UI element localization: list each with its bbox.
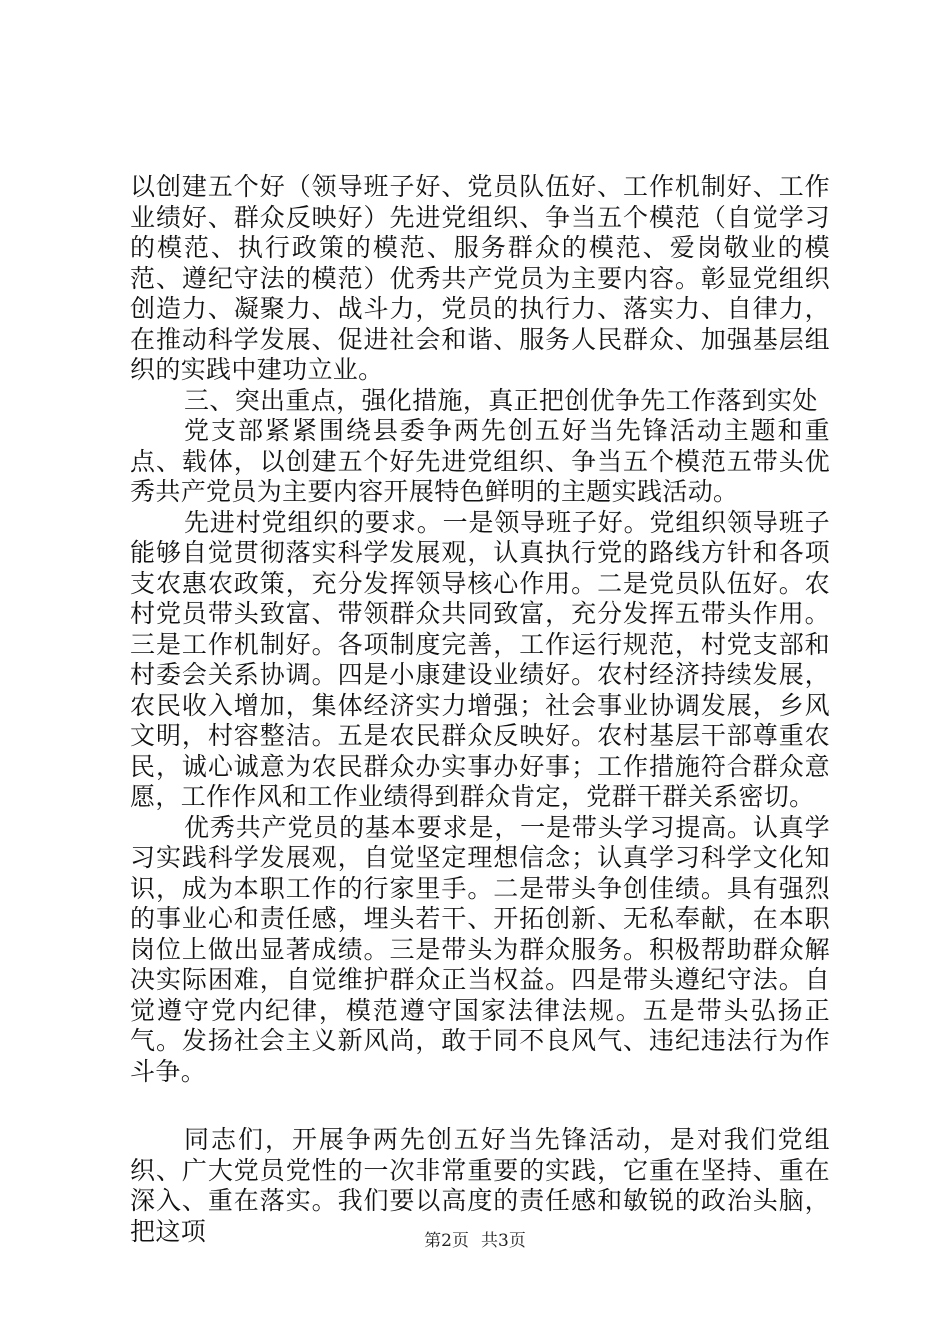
- paragraph-excellent-member: 优秀共产党员的基本要求是，一是带头学习提高。认真学习实践科学发展观，自觉坚定理想信念；认真学习科学文化知识，成为本职工作的行家里手。二是带头争创佳绩。具有强烈的事业心和责任感，埋头若干、开拓创新、无私奉献，在本职岗位上做出显著成绩。三是带头为群众服务。积极帮助群众解决实际困难，自觉维护群众正当权益。四是带头遵纪守法。自觉遵守党内纪律，模范遵守国家法律法规。五是带头弘扬正气。发扬社会主义新风尚，敢于同不良风气、违纪违法行为作斗争。: [130, 812, 830, 1086]
- page-number: 第2页: [424, 1231, 469, 1251]
- page-footer: [0, 1226, 950, 1251]
- paragraph-continuation: 以创建五个好（领导班子好、党员队伍好、工作机制好、工作业绩好、群众反映好）先进党组织、争当五个模范（自觉学习的模范、执行政策的模范、服务群众的模范、爱岗敬业的模范、遵纪守法的模范）优秀共产党员为主要内容。彰显党组织创造力、凝聚力、战斗力，党员的执行力、落实力、自律力，在推动科学发展、促进社会和谐、服务人民群众、加强基层组织的实践中建功立业。: [130, 172, 830, 384]
- page-total: 共3页: [481, 1231, 526, 1251]
- paragraph-party-branch: 党支部紧紧围绕县委争两先创五好当先锋活动主题和重点、载体，以创建五个好先进党组织、争当五个模范五带头优秀共产党员为主要内容开展特色鲜明的主题实践活动。: [130, 416, 830, 506]
- paragraph-comrades: 同志们，开展争两先创五好当先锋活动，是对我们党组织、广大党员党性的一次非常重要的实践，它重在坚持、重在深入、重在落实。我们要以高度的责任感和敏锐的政治头脑，把这项: [130, 1125, 830, 1246]
- paragraph-advanced-organization: 先进村党组织的要求。一是领导班子好。党组织领导班子能够自觉贯彻落实科学发展观，认真执行党的路线方针和各项支农惠农政策，充分发挥领导核心作用。二是党员队伍好。农村党员带头致富、带领群众共同致富，充分发挥五带头作用。三是工作机制好。各项制度完善，工作运行规范，村党支部和村委会关系协调。四是小康建设业绩好。农村经济持续发展，农民收入增加，集体经济实力增强；社会事业协调发展，乡风文明，村容整洁。五是农民群众反映好。农村基层干部尊重农民，诚心诚意为农民群众办实事办好事；工作措施符合群众意愿，工作作风和工作业绩得到群众肯定，党群干群关系密切。: [130, 507, 830, 811]
- document-body: [130, 172, 830, 1247]
- section-heading-three: 三、突出重点，强化措施，真正把创优争先工作落到实处: [184, 385, 818, 415]
